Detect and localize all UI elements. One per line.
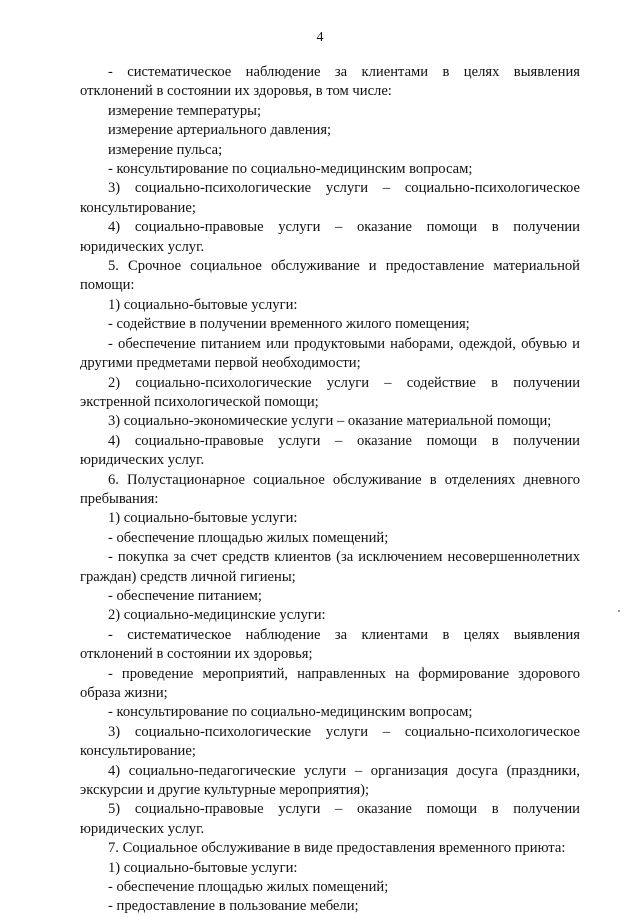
paragraph: 4) социально-педагогические услуги – организация досуга (праздники, экскурсии и другие культурные мероприятия); — [80, 762, 580, 799]
page-number: 4 — [316, 30, 324, 45]
paragraph: - консультирование по социально-медицинским вопросам; — [108, 704, 473, 721]
paragraph: - обеспечение питанием; — [108, 587, 262, 604]
paragraph: - содействие в получении временного жилого помещения; — [108, 316, 470, 333]
paragraph: - обеспечение площадью жилых помещений; — [108, 529, 389, 546]
paragraph: - консультирование по социально-медицинским вопросам; — [108, 161, 473, 178]
paragraph: 3) социально-психологические услуги – социально-психологическое консультирование; — [80, 723, 580, 760]
paragraph: 5) социально-правовые услуги – оказание помощи в получении юридических услуг. — [80, 801, 580, 837]
paragraph: 4) социально-правовые услуги – оказание помощи в получении юридических услуг. — [80, 219, 580, 255]
paragraph: - предоставление в пользование мебели; — [108, 898, 359, 915]
paragraph: - проведение мероприятий, направленных на формирование здорового образа жизни; — [80, 665, 580, 701]
paragraph: 7. Социальное обслуживание в виде предоставления временного приюта: — [108, 840, 566, 857]
paragraph: 2) социально-медицинские услуги: — [108, 607, 326, 624]
paragraph: - систематическое наблюдение за клиентами в целях выявления отклонений в состоянии их здоровья, в том числе: — [80, 64, 580, 100]
paragraph: измерение температуры; — [108, 102, 262, 119]
paragraph: измерение артериального давления; — [108, 122, 332, 139]
paragraph: 6. Полустационарное социальное обслуживание в отделениях дневного пребывания: — [80, 471, 580, 507]
paragraph: 3) социально-экономические услуги – оказание материальной помощи; — [108, 413, 552, 430]
paragraph: 3) социально-психологические услуги – социально-психологическое консультирование; — [80, 180, 580, 216]
paragraph: 4) социально-правовые услуги – оказание помощи в получении юридических услуг. — [80, 432, 580, 469]
paragraph: 2) социально-психологические услуги – содействие в получении экстренной психологической помощи; — [80, 374, 580, 410]
paragraph: измерение пульса; — [108, 141, 223, 158]
paragraph: - обеспечение площадью жилых помещений; — [108, 879, 389, 896]
paragraph: 5. Срочное социальное обслуживание и предоставление материальной помощи: — [80, 258, 580, 294]
paragraph: 1) социально-бытовые услуги: — [108, 859, 298, 876]
scan-artifact — [618, 610, 620, 612]
paragraph: - систематическое наблюдение за клиентами в целях выявления отклонений в состоянии их здоровья; — [80, 626, 580, 663]
document-body — [80, 63, 580, 917]
paragraph: 1) социально-бытовые услуги: — [108, 510, 298, 527]
paragraph: - покупка за счет средств клиентов (за исключением несовершеннолетних граждан) средств личной гигиены; — [80, 549, 580, 585]
paragraph: 1) социально-бытовые услуги: — [108, 296, 298, 313]
paragraph: - обеспечение питанием или продуктовыми наборами, одеждой, обувью и другими предметами первой необходимости; — [80, 335, 580, 372]
